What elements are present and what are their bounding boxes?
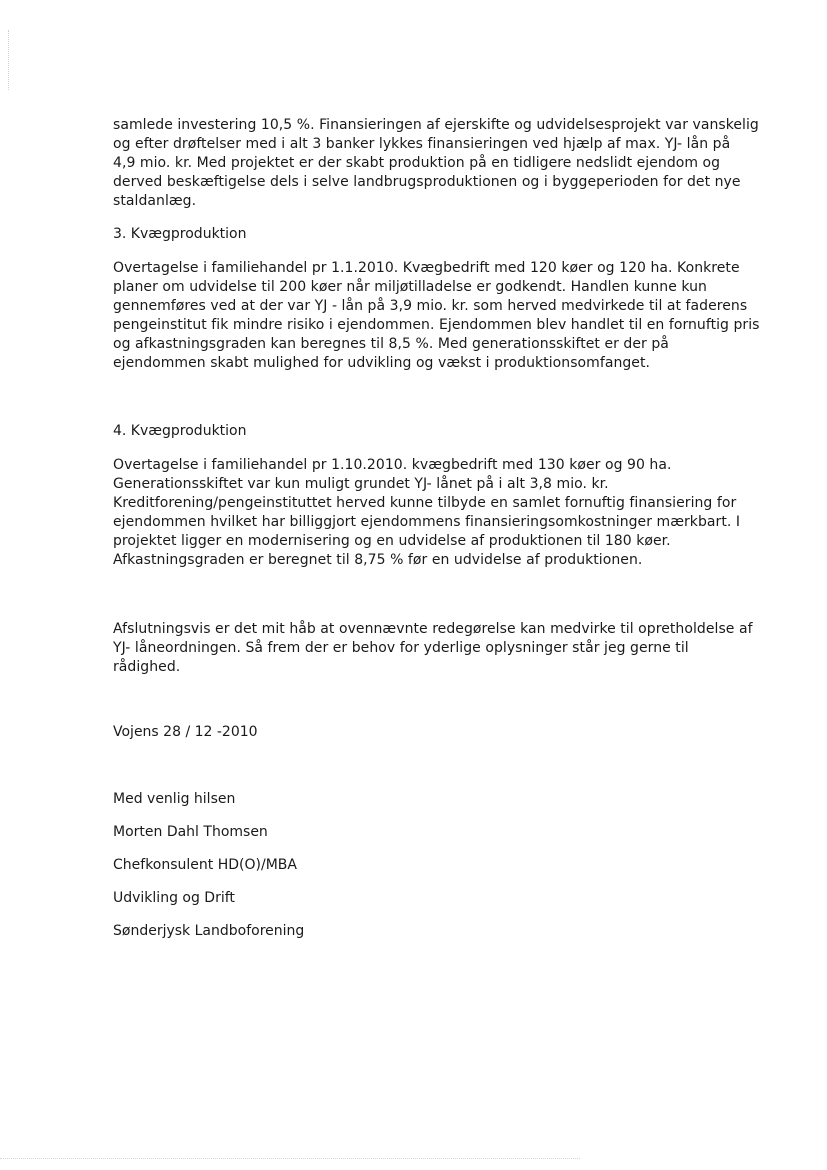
intro-line: 4,9 mio. kr. Med projektet er der skabt produktion på en tidligere nedslidt ejendom og xyxy=(113,155,721,171)
section-3-line: planer om udvidelse til 200 køer når miljøtilladelse er godkendt. Handlen kunne kun xyxy=(113,279,707,295)
section-4-line: Generationsskiftet var kun muligt grundet YJ- lånet på i alt 3,8 mio. kr. xyxy=(113,476,609,492)
signature-greeting: Med venlig hilsen xyxy=(113,791,236,807)
section-3-line: gennemføres ved at der var YJ - lån på 3,9 mio. kr. som herved medvirkede til at faderens xyxy=(113,298,748,314)
scan-bottom-edge xyxy=(0,1158,580,1160)
section-3-heading: 3. Kvægproduktion xyxy=(113,226,247,242)
section-4-line: Kreditforening/pengeinstituttet herved kunne tilbyde en samlet fornuftig finansiering for xyxy=(113,495,737,511)
section-4-heading: 4. Kvægproduktion xyxy=(113,423,247,439)
closing-line: YJ- låneordningen. Så frem der er behov for yderlige oplysninger står jeg gerne til xyxy=(113,640,689,656)
section-3-line: og afkastningsgraden kan beregnes til 8,5 %. Med generationsskiftet er der på xyxy=(113,336,669,352)
section-4-line: ejendommen hvilket har billiggjort ejendommens finansieringsomkostninger mærkbart. I xyxy=(113,514,741,530)
intro-line: og efter drøftelser med i alt 3 banker lykkes finansieringen ved hjælp af max. YJ- lån på xyxy=(113,136,731,152)
section-4-line: Afkastningsgraden er beregnet til 8,75 % før en udvidelse af produktionen. xyxy=(113,552,643,568)
section-4-line: Overtagelse i familiehandel pr 1.10.2010. kvægbedrift med 130 køer og 90 ha. xyxy=(113,457,672,473)
dateline: Vojens 28 / 12 -2010 xyxy=(113,724,258,740)
signature-department: Udvikling og Drift xyxy=(113,890,235,906)
section-3-line: Overtagelse i familiehandel pr 1.1.2010. Kvægbedrift med 120 køer og 120 ha. Konkrete xyxy=(113,260,740,276)
signature-name: Morten Dahl Thomsen xyxy=(113,824,268,840)
signature-organization: Sønderjysk Landboforening xyxy=(113,923,305,939)
scan-edge-mark xyxy=(8,30,10,90)
intro-line: samlede investering 10,5 %. Finansieringen af ejerskifte og udvidelsesprojekt var vanskelig xyxy=(113,117,759,133)
intro-paragraph xyxy=(113,116,773,211)
closing-line: Afslutningsvis er det mit håb at ovennævnte redegørelse kan medvirke til opretholdelse af xyxy=(113,621,753,637)
intro-line: derved beskæftigelse dels i selve landbrugsproduktionen og i byggeperioden for det nye xyxy=(113,174,741,190)
section-4-paragraph xyxy=(113,456,773,570)
closing-paragraph xyxy=(113,620,773,677)
intro-line: staldanlæg. xyxy=(113,193,197,209)
closing-line: rådighed. xyxy=(113,659,181,675)
section-3-line: pengeinstitut fik mindre risiko i ejendommen. Ejendommen blev handlet til en fornuftig pris xyxy=(113,317,760,333)
section-3-paragraph xyxy=(113,259,773,373)
signature-title: Chefkonsulent HD(O)/MBA xyxy=(113,857,297,873)
section-4-line: projektet ligger en modernisering og en udvidelse af produktionen til 180 køer. xyxy=(113,533,671,549)
section-3-line: ejendommen skabt mulighed for udvikling og vækst i produktionsomfanget. xyxy=(113,355,651,371)
